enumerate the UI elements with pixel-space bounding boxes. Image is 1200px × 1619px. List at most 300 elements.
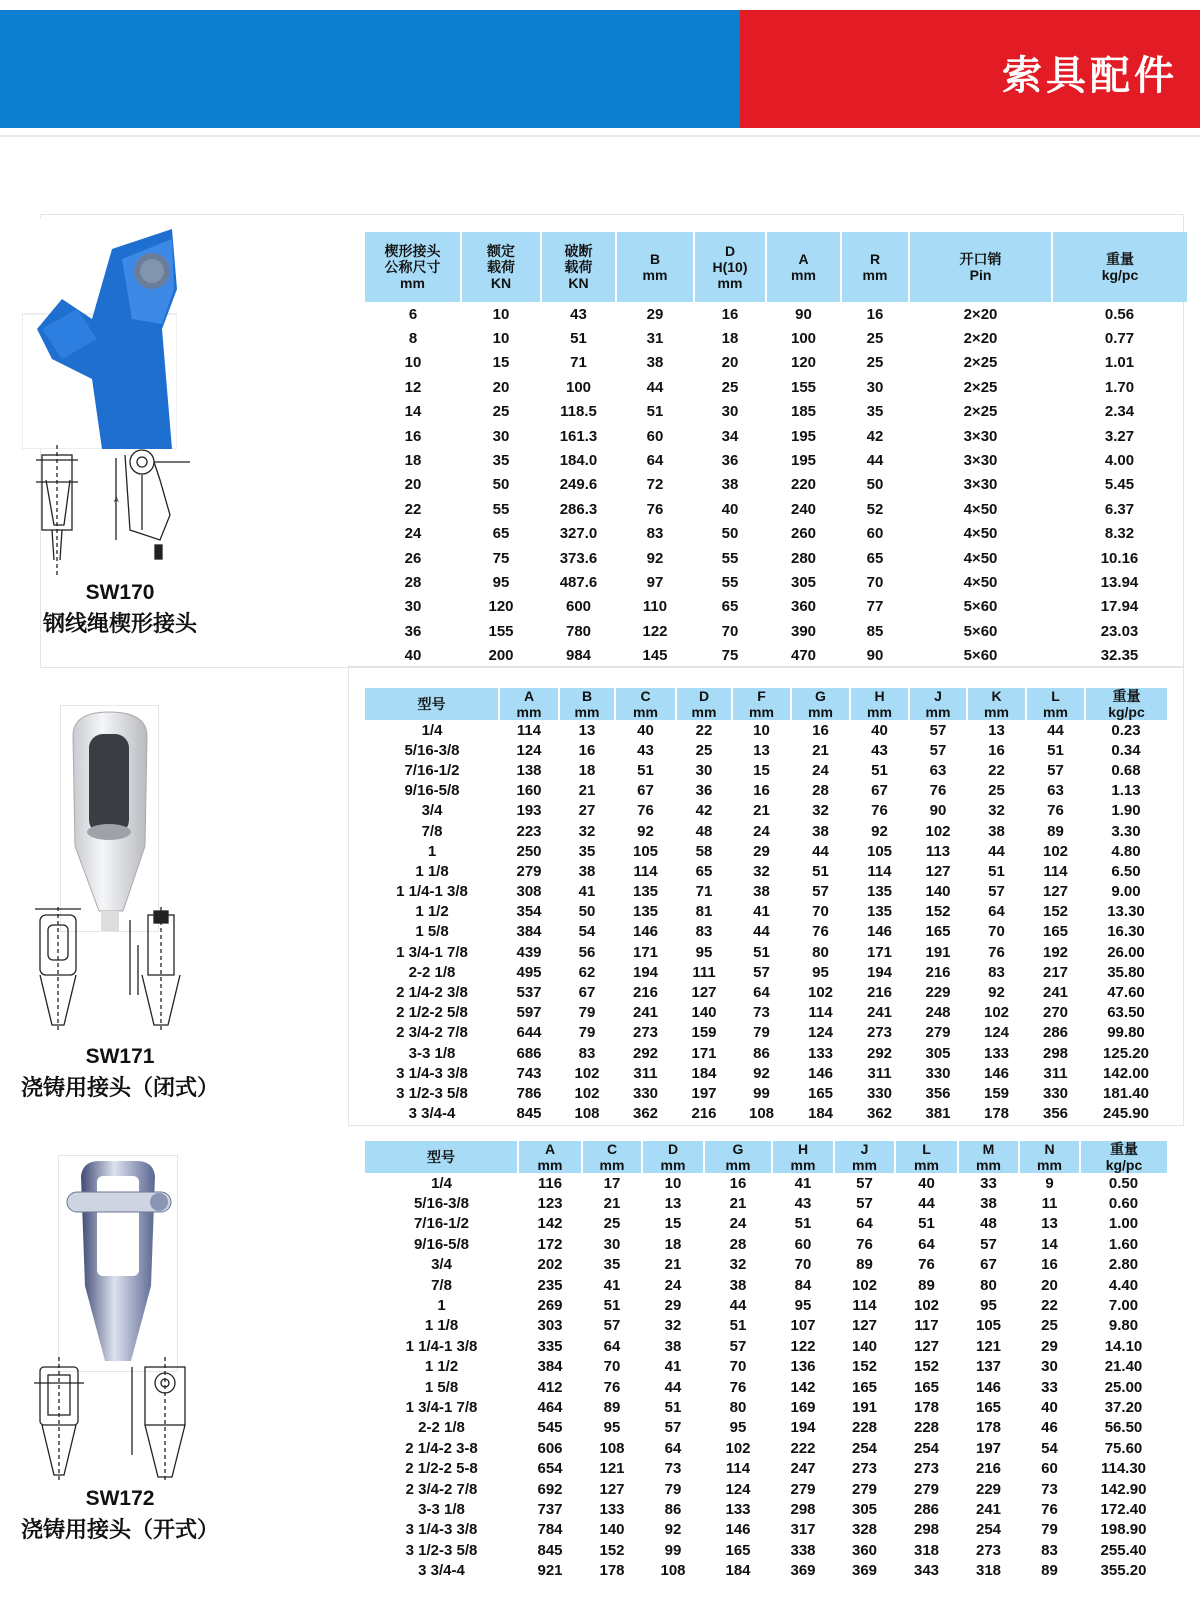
- table-cell: 152: [1042, 903, 1069, 921]
- table-cell: 47.60: [1107, 984, 1145, 1002]
- table-cell: 1 3/4-1 7/8: [405, 1398, 478, 1416]
- column-header-line: 型号: [417, 696, 446, 712]
- column-header-line: mm: [749, 704, 774, 720]
- table-cell: 99: [753, 1084, 770, 1102]
- table-cell: 127: [913, 1337, 940, 1355]
- table-cell: 22: [404, 500, 422, 518]
- table-cell: 3 1/2-3 5/8: [396, 1084, 468, 1102]
- table-cell: 142: [537, 1215, 563, 1233]
- table-cell: 123: [537, 1195, 563, 1213]
- table-cell: 120: [488, 598, 514, 616]
- table-cell: 90: [795, 305, 812, 323]
- table-cell: 318: [975, 1562, 1002, 1580]
- table-cell: 165: [913, 1378, 940, 1396]
- table-cell: 5/16-3/8: [404, 741, 460, 759]
- table-cell: 250: [516, 842, 542, 860]
- column-header: [834, 1141, 895, 1173]
- column-header: [909, 688, 967, 720]
- table-cell: 44: [646, 378, 664, 396]
- table-cell: 51: [637, 761, 654, 779]
- table-row: [365, 1520, 1167, 1540]
- column-header-line: G: [815, 688, 826, 704]
- table-cell: 42: [695, 802, 713, 820]
- table-row: [365, 882, 1167, 902]
- table-cell: 8.32: [1104, 525, 1135, 543]
- table-cell: 2-2 1/8: [418, 1419, 465, 1437]
- table-cell: 89: [856, 1256, 873, 1274]
- table-cell: 133: [599, 1500, 625, 1518]
- column-header-line: mm: [660, 1157, 686, 1173]
- table-cell: 3×30: [963, 427, 998, 445]
- table-cell: 120: [790, 354, 817, 372]
- table-cell: 10: [492, 305, 510, 323]
- table-cell: 56: [578, 943, 596, 961]
- table-cell: 38: [721, 476, 739, 494]
- table-cell: 21: [603, 1195, 621, 1213]
- table-cell: 70: [603, 1358, 621, 1376]
- table-cell: 51: [1047, 741, 1064, 759]
- table-cell: 102: [983, 1004, 1010, 1022]
- table-cell: 178: [975, 1419, 1002, 1437]
- table-cell: 216: [975, 1460, 1002, 1478]
- table-cell: 133: [725, 1500, 751, 1518]
- table-cell: 338: [790, 1541, 816, 1559]
- table-cell: 137: [975, 1358, 1002, 1376]
- table-cell: 43: [637, 741, 654, 759]
- table-row: [365, 1560, 1167, 1580]
- table-cell: 1.01: [1104, 354, 1135, 372]
- table-cell: 52: [866, 500, 884, 518]
- table-cell: 13.30: [1107, 903, 1145, 921]
- table-cell: 140: [851, 1337, 878, 1355]
- table-cell: 644: [516, 1024, 542, 1042]
- column-header: [676, 688, 732, 720]
- table-cell: 356: [925, 1084, 951, 1102]
- product-sw172: [0, 1155, 240, 1595]
- table-cell: 4.00: [1104, 452, 1135, 470]
- table-row: [365, 302, 1187, 326]
- table-cell: 32: [729, 1256, 747, 1274]
- table-cell: 79: [664, 1480, 682, 1498]
- table-row: [365, 1255, 1167, 1275]
- table-row: [365, 1336, 1167, 1356]
- table-cell: 29: [1041, 1337, 1058, 1355]
- table-cell: 3-3 1/8: [408, 1044, 456, 1062]
- table-cell: 597: [516, 1004, 542, 1022]
- table-cell: 6.37: [1104, 500, 1135, 518]
- table-cell: 184: [725, 1562, 751, 1580]
- column-header: [958, 1141, 1019, 1173]
- table-cell: 42: [866, 427, 884, 445]
- column-header-line: L: [1051, 688, 1060, 704]
- column-header-line: 公称尺寸: [384, 259, 441, 275]
- table-cell: 13: [664, 1195, 682, 1213]
- technical-drawing: [30, 440, 205, 580]
- table-row: [365, 1275, 1167, 1295]
- table-cell: 2×20: [963, 305, 998, 323]
- table-cell: 54: [578, 923, 596, 941]
- table-cell: 51: [871, 761, 888, 779]
- table-cell: 79: [753, 1024, 770, 1042]
- column-header-line: mm: [862, 267, 888, 283]
- table-cell: 76: [988, 943, 1005, 961]
- column-header-line: mm: [574, 704, 600, 720]
- table-cell: 247: [790, 1460, 816, 1478]
- table-cell: 146: [983, 1064, 1010, 1082]
- table-cell: 270: [1042, 1004, 1069, 1022]
- table-cell: 330: [866, 1084, 893, 1102]
- table-cell: 178: [599, 1562, 625, 1580]
- table-cell: 44: [753, 923, 770, 941]
- table-cell: 241: [975, 1500, 1002, 1518]
- table-cell: 1.13: [1111, 782, 1141, 800]
- table-cell: 241: [866, 1004, 893, 1022]
- table-cell: 75.60: [1104, 1439, 1143, 1457]
- column-header-line: mm: [400, 275, 425, 291]
- table-cell: 18: [664, 1235, 682, 1253]
- column-header-line: mm: [1043, 704, 1068, 720]
- table-cell: 0.50: [1108, 1174, 1139, 1192]
- table-cell: 67: [871, 782, 888, 800]
- table-cell: 21: [812, 741, 829, 759]
- table-cell: 1.90: [1111, 802, 1141, 820]
- table-cell: 51: [729, 1317, 747, 1335]
- table-cell: 71: [695, 883, 713, 901]
- column-header: [1052, 232, 1187, 302]
- column-header-line: A: [523, 688, 535, 704]
- product-code: SW172: [85, 1487, 155, 1510]
- table-row: [365, 1173, 1167, 1193]
- table-cell: 63: [1047, 782, 1064, 800]
- table-cell: 29: [753, 842, 770, 860]
- table-cell: 70: [794, 1256, 812, 1274]
- table-cell: 30: [404, 598, 422, 616]
- table-cell: 178: [913, 1398, 940, 1416]
- table-cell: 1 1/2: [424, 1358, 459, 1376]
- table-cell: 198.90: [1100, 1521, 1147, 1539]
- table-cell: 124: [983, 1024, 1010, 1042]
- column-header: [499, 688, 559, 720]
- table-cell: 686: [516, 1044, 542, 1062]
- table-cell: 6.50: [1111, 862, 1141, 880]
- table-cell: 24: [812, 761, 829, 779]
- table-row: [365, 570, 1187, 594]
- table-row: [365, 473, 1187, 497]
- column-header-line: mm: [914, 1157, 939, 1173]
- table-cell: 0.23: [1111, 721, 1141, 739]
- table-cell: 28: [812, 782, 829, 800]
- table-cell: 24: [664, 1276, 682, 1294]
- table-row: [365, 1377, 1167, 1397]
- table-cell: 124: [725, 1480, 751, 1498]
- table-cell: 308: [516, 883, 542, 901]
- table-cell: 102: [925, 822, 951, 840]
- table-cell: 30: [1041, 1358, 1058, 1376]
- table-cell: 2×25: [963, 378, 998, 396]
- table-cell: 25: [866, 354, 884, 372]
- table-row: [365, 1357, 1167, 1377]
- table-cell: 5×60: [963, 622, 998, 640]
- table-cell: 178: [983, 1105, 1010, 1123]
- svg-text:A: A: [114, 497, 119, 504]
- table-row: [365, 922, 1167, 942]
- column-header: [616, 232, 694, 302]
- table-row: [365, 643, 1187, 667]
- table-cell: 44: [664, 1378, 682, 1396]
- table-cell: 114: [867, 862, 892, 880]
- column-header-line: A: [544, 1141, 556, 1157]
- table-cell: 64: [646, 452, 664, 470]
- table-cell: 195: [790, 452, 817, 470]
- table-cell: 43: [871, 741, 888, 759]
- table-cell: 60: [866, 525, 884, 543]
- column-header-line: mm: [725, 1157, 751, 1173]
- table-cell: 57: [664, 1419, 682, 1437]
- table-cell: 25: [1041, 1317, 1058, 1335]
- table-cell: 305: [925, 1044, 951, 1062]
- table-cell: 780: [565, 622, 592, 640]
- table-cell: 273: [866, 1024, 893, 1042]
- table-cell: 70: [988, 923, 1005, 941]
- table-cell: 14: [404, 403, 422, 421]
- table-cell: 165: [1042, 923, 1069, 941]
- column-header-line: 楔形接头: [384, 243, 441, 259]
- table-cell: 34: [721, 427, 739, 445]
- table-cell: 73: [664, 1460, 682, 1478]
- table-cell: 32: [578, 822, 596, 840]
- table-cell: 58: [695, 842, 713, 860]
- column-header-line: mm: [790, 1157, 816, 1173]
- table-cell: 191: [851, 1398, 878, 1416]
- table-cell: 171: [866, 943, 893, 961]
- table-cell: 292: [866, 1044, 893, 1062]
- table-cell: 22: [988, 761, 1005, 779]
- table-cell: 330: [925, 1064, 951, 1082]
- table-cell: 60: [646, 427, 664, 445]
- table-cell: 184: [691, 1064, 717, 1082]
- column-header-line: R: [869, 251, 881, 267]
- table-cell: 40: [637, 721, 654, 739]
- column-header-line: mm: [791, 267, 816, 283]
- table-cell: 57: [929, 721, 947, 739]
- column-header: [642, 1141, 704, 1173]
- table-row: [365, 1234, 1167, 1254]
- table-cell: 92: [664, 1521, 682, 1539]
- table-cell: 360: [790, 598, 817, 616]
- table-cell: 654: [537, 1460, 563, 1478]
- table-cell: 121: [599, 1460, 625, 1478]
- table-cell: 89: [1047, 822, 1064, 840]
- table-cell: 89: [603, 1398, 621, 1416]
- table-row: [365, 424, 1187, 448]
- table-cell: 327.0: [559, 525, 598, 543]
- table-cell: 75: [492, 549, 510, 567]
- table-row: [365, 1499, 1167, 1519]
- table-cell: 279: [790, 1480, 816, 1498]
- table-cell: 50: [578, 903, 596, 921]
- table-cell: 2 1/2-2 5/8: [396, 1004, 468, 1022]
- table-cell: 13: [578, 721, 596, 739]
- column-header: [841, 232, 909, 302]
- table-row: [365, 1003, 1167, 1023]
- table-cell: 152: [913, 1358, 940, 1376]
- table-cell: 146: [807, 1064, 834, 1082]
- table-cell: 76: [729, 1378, 747, 1396]
- column-header: [365, 688, 499, 720]
- table-cell: 114.30: [1100, 1460, 1147, 1478]
- table-cell: 2-2 1/8: [408, 963, 456, 981]
- table-cell: 38: [664, 1337, 682, 1355]
- table-cell: 786: [516, 1084, 542, 1102]
- table-cell: 55: [721, 549, 739, 567]
- column-header-line: M: [982, 1141, 995, 1157]
- table-cell: 79: [578, 1004, 596, 1022]
- column-header-line: K: [991, 688, 1002, 704]
- column-header-line: H: [797, 1141, 809, 1157]
- table-cell: 152: [851, 1358, 878, 1376]
- table-cell: 228: [851, 1419, 878, 1437]
- table-cell: 64: [753, 984, 770, 1002]
- table-cell: 73: [753, 1004, 770, 1022]
- column-header-line: 额定: [487, 243, 515, 259]
- table-cell: 10: [753, 721, 770, 739]
- table-cell: 470: [790, 647, 817, 665]
- table-cell: 606: [537, 1439, 563, 1457]
- table-cell: 311: [1043, 1064, 1068, 1082]
- table-cell: 108: [748, 1105, 775, 1123]
- table-cell: 76: [646, 500, 664, 518]
- table-cell: 32: [664, 1317, 682, 1335]
- table-cell: 3 1/4-3 3/8: [396, 1064, 468, 1082]
- table-row: [365, 595, 1187, 619]
- table-cell: 28: [404, 573, 422, 591]
- table-row: [365, 619, 1187, 643]
- table-cell: 24: [729, 1215, 747, 1233]
- table-cell: 3 3/4-4: [408, 1105, 456, 1123]
- table-cell: 127: [925, 862, 951, 880]
- table-cell: 97: [646, 573, 664, 591]
- column-header-line: G: [732, 1141, 744, 1157]
- table-cell: 56.50: [1104, 1419, 1143, 1437]
- table-cell: 25: [866, 330, 884, 348]
- table-cell: 360: [851, 1541, 878, 1559]
- table-row: [365, 1043, 1167, 1063]
- table-cell: 1/4: [421, 721, 443, 739]
- table-cell: 62: [578, 963, 596, 981]
- table-cell: 51: [794, 1215, 812, 1233]
- table-cell: 537: [516, 984, 542, 1002]
- table-cell: 13: [753, 741, 770, 759]
- table-cell: 4×50: [963, 549, 998, 567]
- table-row: [365, 781, 1167, 801]
- table-cell: 41: [603, 1276, 621, 1294]
- table-cell: 152: [599, 1541, 625, 1559]
- table-cell: 0.60: [1108, 1195, 1139, 1213]
- table-cell: 64: [664, 1439, 682, 1457]
- table-row: [365, 942, 1167, 962]
- table-cell: 108: [599, 1439, 625, 1457]
- header-divider: [0, 135, 1200, 137]
- table-cell: 23.03: [1100, 622, 1139, 640]
- table-cell: 86: [664, 1500, 682, 1518]
- table-cell: 172: [537, 1235, 563, 1253]
- table-cell: 95: [695, 943, 713, 961]
- table-cell: 28: [729, 1235, 747, 1253]
- table-cell: 330: [632, 1084, 659, 1102]
- column-header-line: J: [934, 688, 942, 704]
- table-cell: 83: [695, 923, 713, 941]
- column-header-line: mm: [599, 1157, 625, 1173]
- table-row: [365, 962, 1167, 982]
- table-row: [365, 448, 1187, 472]
- table-cell: 90: [866, 647, 884, 665]
- table-cell: 1: [437, 1297, 446, 1315]
- table-cell: 25: [695, 741, 713, 759]
- table-cell: 44: [988, 842, 1005, 860]
- table-cell: 16.30: [1107, 923, 1145, 941]
- table-cell: 38: [578, 862, 596, 880]
- table-row: [365, 1316, 1167, 1336]
- table-cell: 36: [721, 452, 739, 470]
- table-cell: 21: [753, 802, 770, 820]
- column-header-line: mm: [1037, 1157, 1062, 1173]
- table-cell: 76: [812, 923, 829, 941]
- table-cell: 38: [988, 822, 1005, 840]
- column-header-line: Pin: [969, 267, 992, 283]
- table-cell: 89: [918, 1276, 935, 1294]
- table-cell: 200: [488, 647, 514, 665]
- table-cell: 191: [925, 943, 951, 961]
- table-cell: 57: [812, 883, 829, 901]
- table-cell: 121: [975, 1337, 1002, 1355]
- table-cell: 305: [790, 573, 817, 591]
- table-cell: 194: [632, 963, 659, 981]
- table-cell: 303: [537, 1317, 563, 1335]
- table-cell: 216: [925, 963, 951, 981]
- table-row: [365, 375, 1187, 399]
- table-cell: 30: [695, 761, 713, 779]
- table-cell: 83: [578, 1044, 596, 1062]
- table-cell: 127: [691, 984, 717, 1002]
- table-cell: 16: [866, 305, 884, 323]
- table-cell: 286: [1042, 1024, 1069, 1042]
- table-cell: 44: [1047, 721, 1064, 739]
- table-cell: 36: [404, 622, 422, 640]
- table-cell: 95: [812, 963, 829, 981]
- table-cell: 86: [753, 1044, 770, 1062]
- table-cell: 172.40: [1100, 1500, 1147, 1518]
- table-cell: 280: [790, 549, 817, 567]
- table-cell: 311: [867, 1064, 892, 1082]
- column-header-line: 载荷: [564, 259, 593, 275]
- column-header-line: 载荷: [487, 259, 515, 275]
- table-cell: 3 1/2-3 5/8: [405, 1541, 478, 1559]
- table-cell: 184.0: [559, 452, 598, 470]
- table-cell: 5×60: [963, 598, 998, 616]
- table-cell: 111: [692, 963, 716, 981]
- table-cell: 114: [808, 1004, 833, 1022]
- table-cell: 260: [790, 525, 817, 543]
- table-cell: 354: [516, 903, 542, 921]
- table-cell: 2.34: [1104, 403, 1135, 421]
- table-cell: 67: [578, 984, 596, 1002]
- table-cell: 5/16-3/8: [413, 1195, 470, 1213]
- table-cell: 35.80: [1107, 963, 1145, 981]
- table-cell: 142: [790, 1378, 816, 1396]
- table-cell: 279: [851, 1480, 878, 1498]
- table-cell: 487.6: [559, 573, 598, 591]
- table-cell: 4×50: [963, 573, 998, 591]
